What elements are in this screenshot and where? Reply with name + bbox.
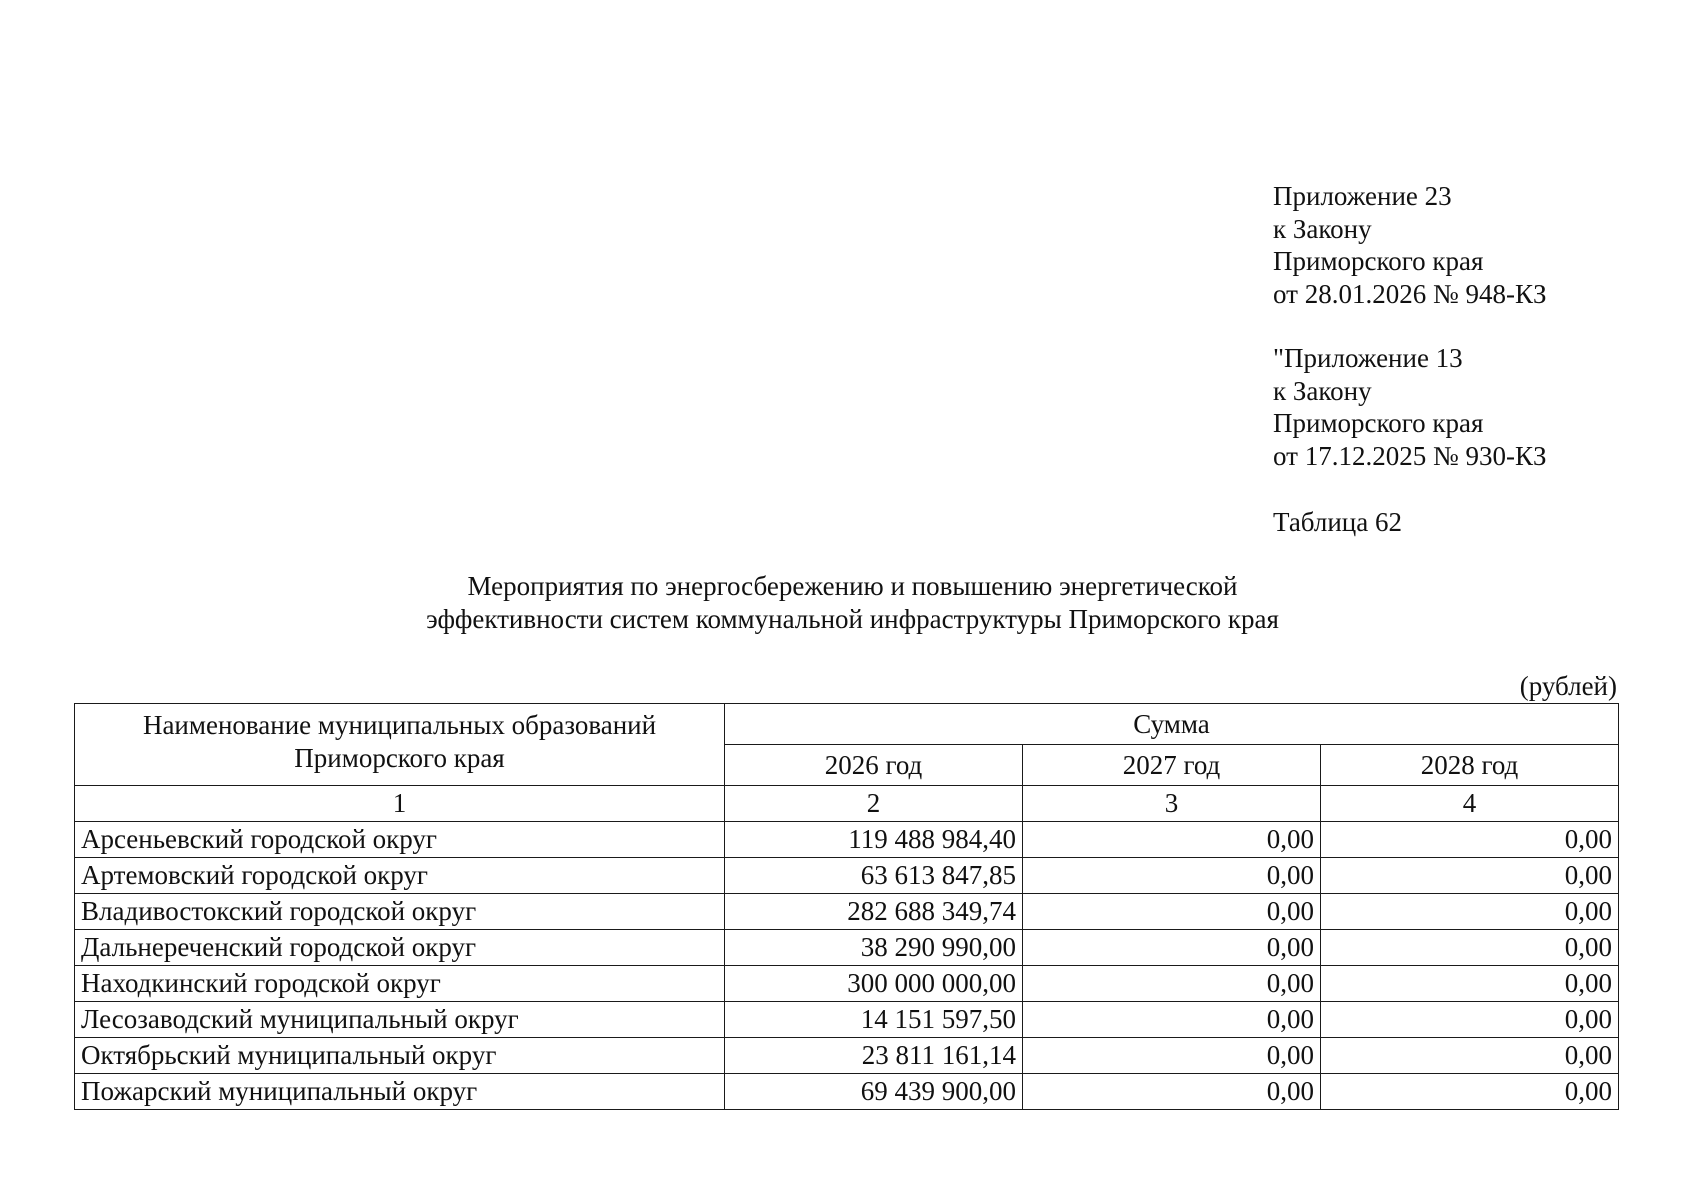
appendix-amended-block — [1273, 342, 1546, 472]
column-number: 3 — [1023, 786, 1321, 822]
table-row — [75, 1002, 1619, 1038]
amount-2027: 0,00 — [1023, 930, 1321, 966]
table-row — [75, 858, 1619, 894]
appendix-current-line: Приложение 23 — [1273, 181, 1452, 211]
sum-column-header: Сумма — [725, 704, 1619, 745]
column-number: 1 — [75, 786, 725, 822]
amount-2026: 282 688 349,74 — [725, 894, 1023, 930]
amount-2028: 0,00 — [1321, 1038, 1619, 1074]
column-number-row — [75, 786, 1619, 822]
table-row — [75, 1074, 1619, 1110]
amount-2027: 0,00 — [1023, 1038, 1321, 1074]
table-row — [75, 1038, 1619, 1074]
amount-2026: 63 613 847,85 — [725, 858, 1023, 894]
amount-2028: 0,00 — [1321, 1002, 1619, 1038]
table-number: Таблица 62 — [1273, 507, 1402, 537]
municipality-header-line: Приморского края — [294, 743, 505, 773]
document-title-line: эффективности систем коммунальной инфраструктуры Приморского края — [426, 603, 1279, 634]
year-2028-header: 2028 год — [1321, 745, 1619, 786]
appendix-amended-line: "Приложение 13 — [1273, 343, 1463, 373]
amount-2026: 119 488 984,40 — [725, 822, 1023, 858]
municipality-name: Лесозаводский муниципальный округ — [75, 1002, 725, 1038]
year-2027-header: 2027 год — [1023, 745, 1321, 786]
document-title-line: Мероприятия по энергосбережению и повышению энергетической — [467, 571, 1238, 601]
municipality-name: Дальнереченский городской округ — [75, 930, 725, 966]
year-2026-header: 2026 год — [725, 745, 1023, 786]
table-row — [75, 822, 1619, 858]
amount-2028: 0,00 — [1321, 966, 1619, 1002]
appendix-amended-line: к Закону — [1273, 375, 1372, 406]
amount-2028: 0,00 — [1321, 894, 1619, 930]
municipality-name: Пожарский муниципальный округ — [75, 1074, 725, 1110]
amount-2028: 0,00 — [1321, 1074, 1619, 1110]
amount-2028: 0,00 — [1321, 822, 1619, 858]
appendix-current-line: Приморского края — [1273, 246, 1484, 276]
amount-2026: 14 151 597,50 — [725, 1002, 1023, 1038]
amount-2026: 23 811 161,14 — [725, 1038, 1023, 1074]
municipality-name: Владивостокский городской округ — [75, 894, 725, 930]
budget-table — [74, 703, 1619, 1110]
amount-2027: 0,00 — [1023, 894, 1321, 930]
amount-2027: 0,00 — [1023, 1002, 1321, 1038]
amount-2027: 0,00 — [1023, 822, 1321, 858]
amount-2027: 0,00 — [1023, 858, 1321, 894]
document-title — [0, 570, 1693, 635]
amount-2026: 38 290 990,00 — [725, 930, 1023, 966]
municipality-column-header — [75, 704, 725, 786]
appendix-current-line: от 28.01.2026 № 948-КЗ — [1273, 278, 1547, 309]
amount-2026: 300 000 000,00 — [725, 966, 1023, 1002]
amount-2027: 0,00 — [1023, 1074, 1321, 1110]
appendix-amended-line: Приморского края — [1273, 408, 1484, 438]
appendix-amended-line: от 17.12.2025 № 930-КЗ — [1273, 440, 1547, 471]
table-row — [75, 894, 1619, 930]
municipality-name: Находкинский городской округ — [75, 966, 725, 1002]
table-row — [75, 966, 1619, 1002]
amount-2028: 0,00 — [1321, 858, 1619, 894]
column-number: 4 — [1321, 786, 1619, 822]
municipality-header-line: Наименование муниципальных образований — [142, 710, 657, 740]
column-number: 2 — [725, 786, 1023, 822]
unit-label: (рублей) — [1519, 671, 1617, 701]
appendix-current-line: к Закону — [1273, 213, 1372, 244]
appendix-current-block — [1273, 180, 1546, 310]
municipality-name: Артемовский городской округ — [75, 858, 725, 894]
table-row — [75, 930, 1619, 966]
municipality-name: Октябрьский муниципальный округ — [75, 1038, 725, 1074]
municipality-name: Арсеньевский городской округ — [75, 822, 725, 858]
amount-2027: 0,00 — [1023, 966, 1321, 1002]
amount-2028: 0,00 — [1321, 930, 1619, 966]
amount-2026: 69 439 900,00 — [725, 1074, 1023, 1110]
